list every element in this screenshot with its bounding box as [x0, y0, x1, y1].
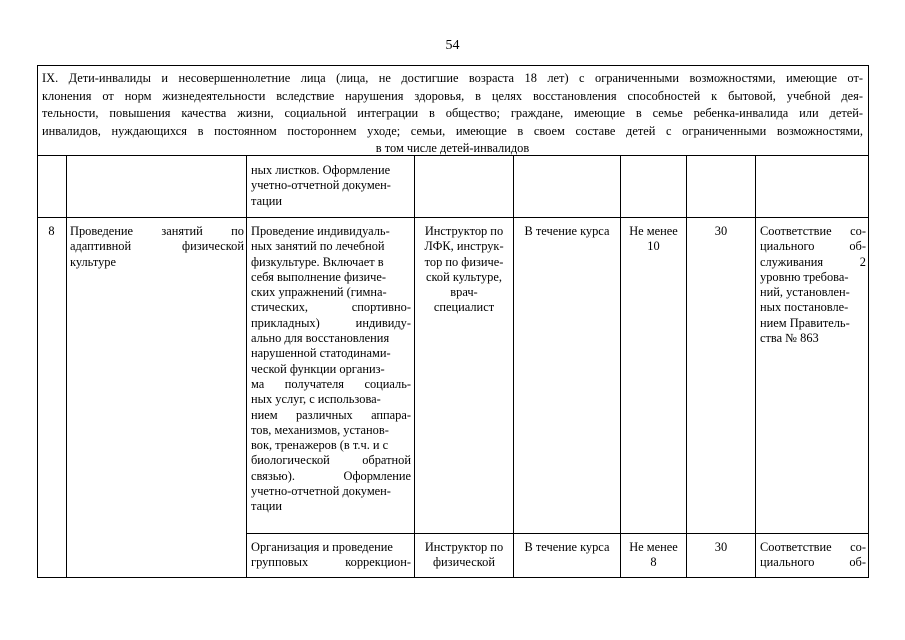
cell-line: физкультуре. Включает в [251, 254, 384, 269]
table-cell-quality [760, 540, 866, 571]
cell-line: нием Правитель- [760, 315, 850, 330]
table-cell-service [70, 224, 244, 270]
cell-line: связью). Оформление [251, 468, 411, 483]
table-cell-number: 8 [48, 224, 55, 238]
table-cell-executor [416, 540, 512, 571]
cell-line: ных листков. Оформление [251, 163, 391, 177]
cell-line: учетно-отчетной докумен- [251, 484, 391, 499]
section-header [37, 65, 869, 156]
section-header-line: IX. Дети-инвалиды и несовершеннолетние лица (лица, не достигшие возраста 18 лет) с ограниченными возможностями, имеющие от- [42, 71, 863, 85]
table-cell-volume [621, 224, 686, 255]
page-number: 54 [445, 38, 460, 53]
cell-line: врач- [450, 285, 478, 300]
column-rule [755, 156, 756, 578]
cell-line: Соответствие со- [760, 224, 866, 238]
cell-line: биологической обратной [251, 453, 411, 468]
table-cell-volume [621, 540, 686, 571]
cell-line: ской культуре, [426, 269, 502, 284]
cell-line: тации [251, 193, 282, 208]
table-cell-period [514, 224, 620, 239]
cell-line: Соответствие со- [760, 540, 866, 554]
cell-line: специалист [433, 300, 495, 315]
cell-line: Не менее [629, 224, 678, 238]
section-header-line: в том числе детей-инвалидов [375, 141, 530, 156]
column-rule [620, 156, 621, 578]
column-rule [414, 156, 415, 578]
cell-line: Инструктор по [424, 224, 504, 238]
table-cell-quality [760, 224, 866, 346]
cell-line: 10 [647, 239, 660, 254]
cell-line: учетно-отчетной докумен- [251, 178, 391, 193]
cell-line: Проведение занятий по [70, 224, 244, 238]
cell-line: циального об- [760, 555, 866, 570]
cell-line: себя выполнение физиче- [251, 269, 386, 284]
column-rule [513, 156, 514, 578]
cell-line: физической [433, 555, 495, 570]
cell-line: тов, механизмов, установ- [251, 422, 389, 437]
table-cell-executor [416, 224, 512, 316]
column-rule [66, 156, 67, 578]
cell-line: прикладных) индивиду- [251, 315, 411, 330]
cell-line: Организация и проведение [251, 540, 393, 554]
cell-line: ний, установлен- [760, 285, 850, 300]
row-rule [246, 533, 869, 534]
cell-line: стических, спортивно- [251, 300, 411, 315]
cell-line: вок, тренажеров (в т.ч. и с [251, 438, 389, 453]
cell-line: нарушенной статодинами- [251, 346, 391, 361]
cell-line: Не менее [629, 540, 678, 554]
cell-line: ма получателя социаль- [251, 376, 411, 391]
cell-line: ально для восстановления [251, 331, 390, 346]
cell-line: Инструктор по [424, 540, 504, 554]
cell-line: В течение курса [524, 224, 610, 238]
cell-line: служивания 2 [760, 254, 866, 269]
cell-line: В течение курса [524, 540, 610, 554]
table-cell-quantity: 30 [714, 540, 728, 554]
section-header-line: тельности, повышения качества жизни, социальной интеграции в общество; граждане, имеющие в семье ребенка-инвалида или детей- [42, 106, 863, 121]
cell-line: ных занятий по лечебной [251, 239, 385, 254]
section-header-line: клонения от норм жизнедеятельности вследствие нарушения здоровья, в целях восстановления способностей к бытовой, учебной дея- [42, 88, 863, 103]
cell-line: ских упражнений (гимна- [251, 285, 387, 300]
section-header-line: инвалидов, нуждающихся в постоянном постороннем уходе; семьи, имеющие в своем составе детей с ограниченными возможностями, [42, 123, 863, 138]
cell-line: ЛФК, инструк- [424, 239, 504, 254]
table-cell-description [251, 224, 411, 515]
table-cell-description [251, 540, 411, 571]
cell-line: ных постановле- [760, 300, 849, 315]
table-cell-period [514, 540, 620, 555]
table-cell-quantity: 30 [714, 224, 728, 238]
cell-line: ческой функции организ- [251, 361, 385, 376]
cell-line: адаптивной физической [70, 239, 244, 254]
cell-line: ных услуг, с использова- [251, 392, 381, 407]
cell-line: групповых коррекцион- [251, 555, 411, 570]
cell-line: ства № 863 [760, 331, 819, 346]
cell-line: культуре [70, 254, 116, 269]
cell-line: нием различных аппара- [251, 407, 411, 422]
cell-line: тор по физиче- [424, 254, 504, 269]
table-cell-description [251, 163, 411, 209]
row-rule [37, 217, 869, 218]
column-rule [686, 156, 687, 578]
column-rule [246, 156, 247, 578]
cell-line: Проведение индивидуаль- [251, 224, 390, 238]
cell-line: уровню требова- [760, 269, 849, 284]
cell-line: тации [251, 499, 282, 514]
cell-line: циального об- [760, 239, 866, 254]
cell-line: 8 [650, 555, 657, 570]
